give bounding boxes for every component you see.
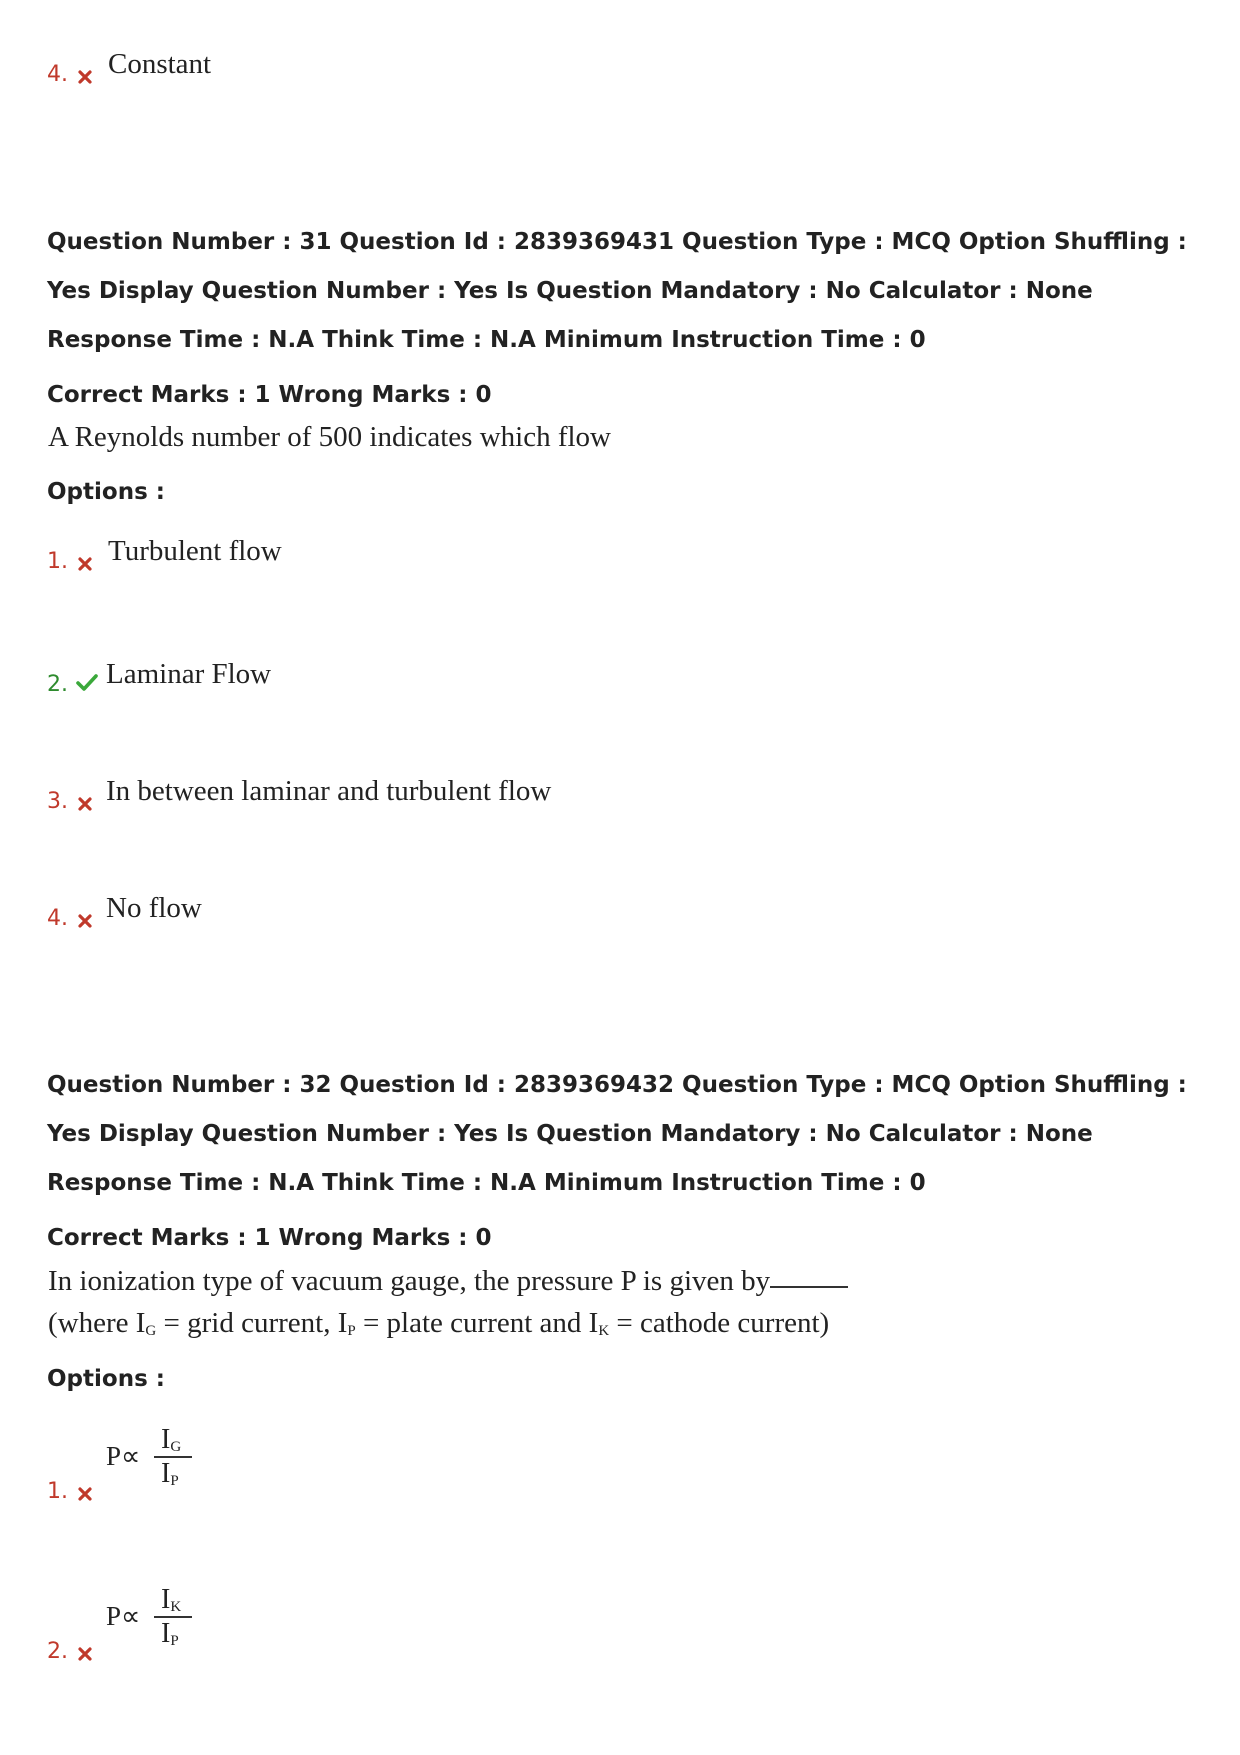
cross-icon <box>77 1486 93 1502</box>
cross-icon <box>77 556 93 572</box>
option-text: In between laminar and turbulent flow <box>106 775 552 807</box>
marks-info: Correct Marks : 1 Wrong Marks : 0 <box>47 1225 492 1251</box>
fraction-bar <box>154 1456 192 1458</box>
question-text-line1: In ionization type of vacuum gauge, the pressure P is given by <box>48 1260 848 1302</box>
question-text-line2: (where $I_G$ = grid current, $I_P$ = plate current and $I_K$ = cathode current) <box>48 1307 830 1339</box>
option-number: 4. <box>47 62 68 87</box>
denominator: $I_P$ <box>161 1458 179 1489</box>
answer-blank <box>770 1285 848 1288</box>
check-icon <box>75 673 99 693</box>
numerator: $I_K$ <box>161 1584 182 1615</box>
cross-icon <box>77 69 93 85</box>
option-number: 1. <box>47 549 68 574</box>
formula-option-2 <box>106 1585 216 1665</box>
option-number: 2. <box>47 1639 68 1664</box>
options-label: Options : <box>47 479 165 505</box>
numerator: $I_G$ <box>161 1424 182 1455</box>
cross-icon <box>77 1646 93 1662</box>
option-text: Turbulent flow <box>108 535 282 567</box>
option-number: 2. <box>47 672 68 697</box>
formula-lhs: P∝ <box>106 1441 141 1471</box>
option-number: 4. <box>47 906 68 931</box>
denominator: $I_P$ <box>161 1618 179 1649</box>
option-number: 1. <box>47 1479 68 1504</box>
formula-lhs: P∝ <box>106 1601 141 1631</box>
fraction-bar <box>154 1616 192 1618</box>
question-meta: Question Number : 32 Question Id : 2839369432 Question Type : MCQ Option Shuffling : Yes Display Question Number : Yes Is Question Mandatory : No Calculator : None Response Time : N.A Think Time : N.A Minimum Instruction Time : 0 <box>47 1072 1187 1196</box>
option-number: 3. <box>47 789 68 814</box>
question-text: A Reynolds number of 500 indicates which flow <box>48 421 611 453</box>
formula-option-1 <box>106 1425 216 1505</box>
question-meta: Question Number : 31 Question Id : 2839369431 Question Type : MCQ Option Shuffling : Yes Display Question Number : Yes Is Question Mandatory : No Calculator : None Response Time : N.A Think Time : N.A Minimum Instruction Time : 0 <box>47 229 1187 353</box>
cross-icon <box>77 913 93 929</box>
option-text: Constant <box>108 48 212 80</box>
option-text: Laminar Flow <box>106 658 272 690</box>
prev-option-4 <box>47 62 68 88</box>
option-text: No flow <box>106 892 202 924</box>
marks-info: Correct Marks : 1 Wrong Marks : 0 <box>47 382 492 408</box>
cross-icon <box>77 796 93 812</box>
options-label: Options : <box>47 1366 165 1392</box>
